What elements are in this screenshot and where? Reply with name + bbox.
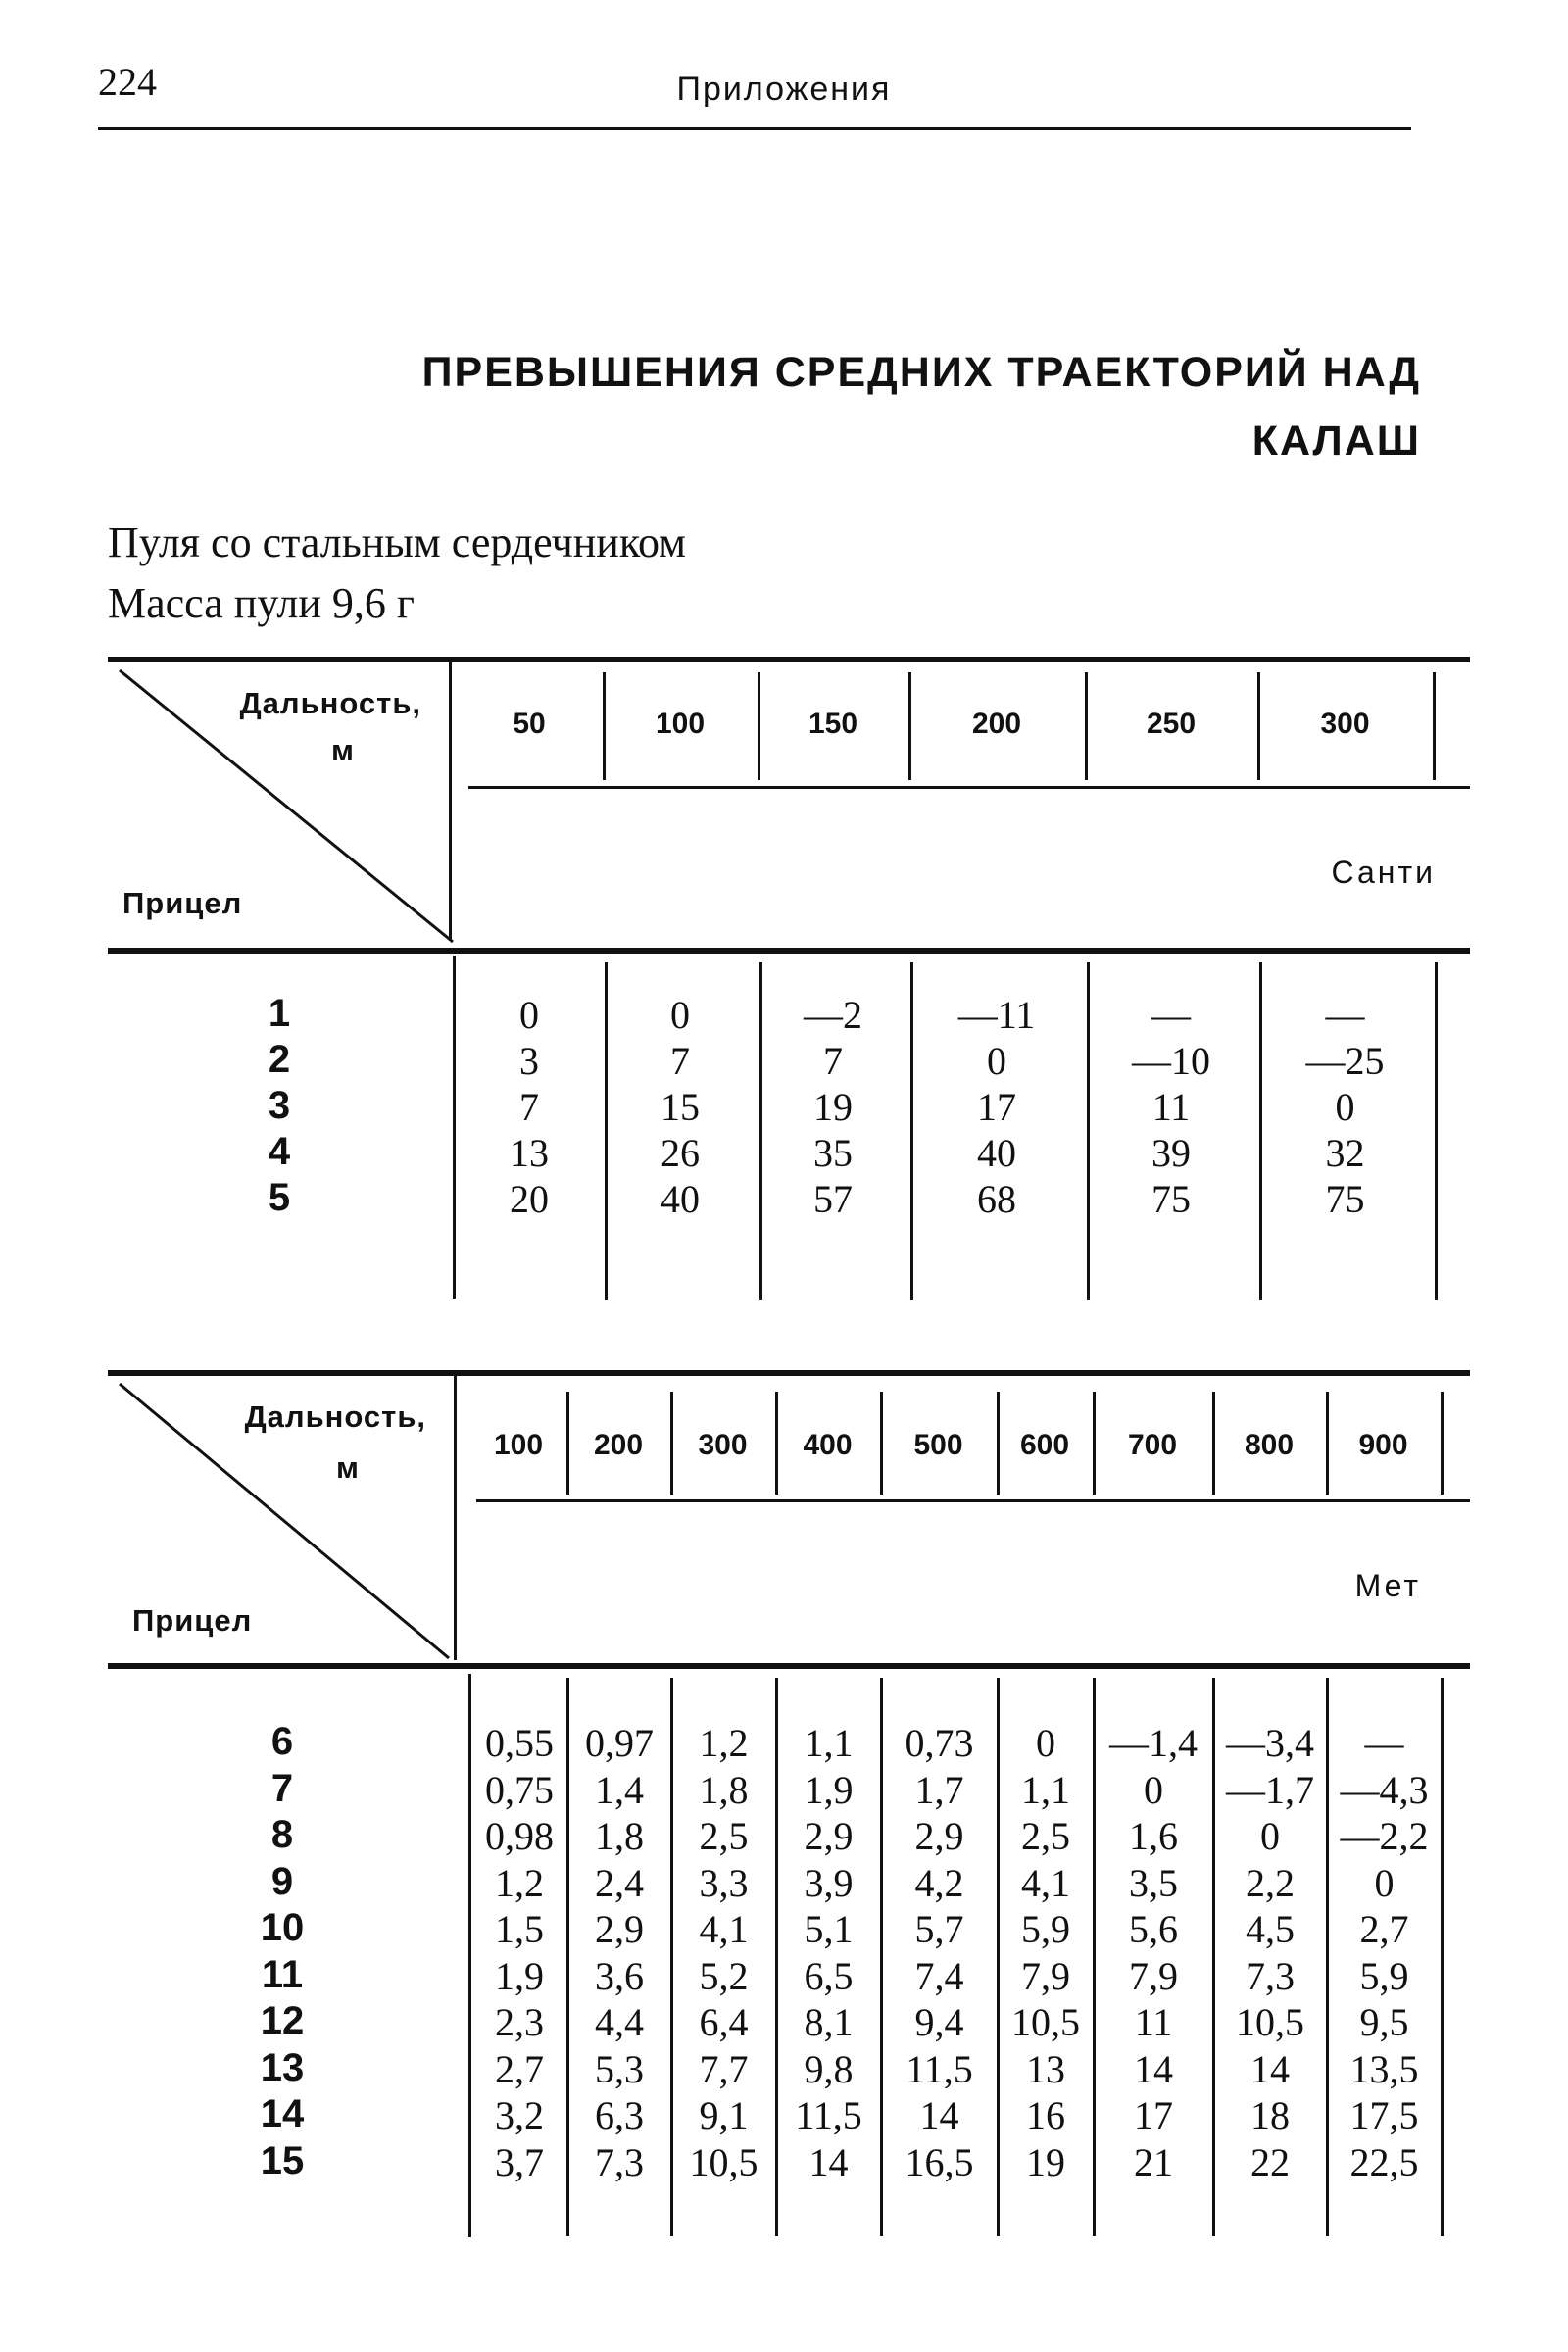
unit-label-cm: Санти	[1331, 855, 1436, 890]
table-cell: 10,5	[1011, 2000, 1080, 2044]
sight-value: 13	[260, 2045, 305, 2089]
table-cell: 13	[510, 1131, 549, 1175]
table1-subheader-rule	[468, 786, 1470, 789]
running-head: Приложения	[676, 71, 892, 108]
column-header: 800	[1244, 1429, 1295, 1461]
table-cell: 5,9	[1359, 1953, 1409, 1998]
column-header: 900	[1358, 1429, 1408, 1461]
table-cell: 0	[519, 993, 539, 1037]
table-cell: —	[1152, 993, 1191, 1037]
table-cell: 8,1	[804, 2000, 854, 2044]
table-cell: 0	[1374, 1860, 1395, 1905]
title-line-2: КАЛАШ	[1251, 417, 1421, 465]
table-cell: 6,5	[804, 1953, 854, 1998]
table-cell: —1,7	[1226, 1767, 1314, 1812]
column-header: 300	[698, 1429, 748, 1461]
table-cell: 11,5	[906, 2046, 973, 2091]
table-cell: 9,1	[699, 2093, 749, 2137]
table-cell: 0,75	[485, 1767, 554, 1812]
table-cell: 0,97	[585, 1721, 654, 1765]
sight-value: 9	[270, 1859, 294, 1903]
table-cell: 19	[1026, 2139, 1065, 2184]
table-cell: 3,6	[595, 1953, 644, 1998]
table1-header-divider	[1433, 672, 1436, 780]
table-cell: 5,6	[1129, 1907, 1178, 1951]
table-cell: 2,2	[1246, 1860, 1295, 1905]
sight-value: 10	[260, 1906, 305, 1949]
sight-value: 11	[261, 1952, 304, 1996]
sight-value: 15	[260, 2138, 305, 2182]
table-cell: 39	[1152, 1131, 1191, 1175]
table-cell: 17	[977, 1085, 1016, 1129]
table-cell: 17	[1134, 2093, 1173, 2137]
range-unit-label: м	[336, 1450, 360, 1485]
table-cell: 0	[1144, 1767, 1163, 1812]
table-cell: 10,5	[689, 2139, 759, 2184]
table-cell: 3,2	[495, 2093, 544, 2137]
table-cell: 0,98	[485, 1814, 554, 1858]
table-cell: 26	[661, 1131, 700, 1175]
table-cell: 15	[661, 1085, 700, 1129]
table-cell: 6,3	[595, 2093, 644, 2137]
header-rule	[98, 127, 1411, 130]
table-cell: 5,2	[699, 1953, 749, 1998]
table-cell: 14	[1250, 2046, 1290, 2091]
table-cell: 1,9	[804, 1767, 854, 1812]
table-cell: 5,3	[595, 2046, 644, 2091]
table-cell: 1,1	[1021, 1767, 1070, 1812]
table-cell: 2,9	[804, 1814, 854, 1858]
column-header: 300	[1320, 708, 1370, 740]
sight-value: 8	[270, 1813, 294, 1856]
table-cell: —10	[1132, 1039, 1210, 1083]
table-cell: 1,4	[595, 1767, 644, 1812]
table-cell: —2	[804, 993, 862, 1037]
table-cell: 3	[519, 1039, 539, 1083]
table-cell: 75	[1152, 1177, 1191, 1221]
table-cell: —11	[957, 993, 1036, 1037]
bullet-type: Пуля со стальным сердечником	[108, 518, 686, 566]
table-cell: 1,5	[495, 1907, 544, 1951]
table-cell: 68	[977, 1177, 1016, 1221]
table-cell: 11,5	[795, 2093, 862, 2137]
table-cell: 9,5	[1359, 2000, 1409, 2044]
table-cell: 7	[670, 1039, 690, 1083]
column-header: 100	[655, 708, 706, 740]
table-cell: 5,9	[1021, 1907, 1070, 1951]
table1-column-divider	[1435, 962, 1438, 1300]
unit-label-m: Мет	[1354, 1568, 1421, 1603]
table-cell: 14	[808, 2139, 849, 2184]
table-cell: 1,1	[804, 1721, 854, 1765]
range-unit-label: м	[331, 733, 355, 767]
title-line-1: ПРЕВЫШЕНИЯ СРЕДНИХ ТРАЕКТОРИЙ НАД	[421, 349, 1421, 396]
table-cell: 0	[670, 993, 690, 1037]
table-cell: 4,2	[914, 1860, 964, 1905]
table-cell: 9,8	[804, 2046, 854, 2091]
table-cell: 0	[1260, 1814, 1280, 1858]
table-cell: 0,55	[485, 1721, 554, 1765]
table-cell: 1,2	[699, 1721, 749, 1765]
table-cell: 13	[1026, 2046, 1065, 2091]
sight-value: 12	[260, 1999, 305, 2042]
sight-value: 7	[270, 1766, 294, 1810]
table-cell: —2,2	[1340, 1814, 1429, 1858]
table-cell: 11	[1152, 1085, 1191, 1129]
table-cell: 0	[987, 1039, 1006, 1083]
table-cell: 2,9	[914, 1814, 964, 1858]
column-header: 700	[1127, 1429, 1178, 1461]
table-cell: 1,2	[495, 1860, 544, 1905]
range-label: Дальность,	[239, 686, 421, 720]
table-cell: 4,5	[1246, 1907, 1295, 1951]
sight-value: 14	[260, 2092, 305, 2135]
table2-stub-divider-body	[468, 1674, 471, 2237]
page-title	[294, 338, 1421, 475]
table-cell: 7,4	[914, 1953, 964, 1998]
table-cell: 17,5	[1349, 2093, 1419, 2137]
table-cell: 3,9	[804, 1860, 854, 1905]
table-cell: 0	[1335, 1085, 1355, 1129]
table-cell: 32	[1325, 1131, 1365, 1175]
table-cell: 40	[977, 1131, 1016, 1175]
table-cell: 57	[813, 1177, 853, 1221]
table-cell: 1,8	[699, 1767, 749, 1812]
table2-column-divider	[1441, 1678, 1444, 2236]
page-number: 224	[98, 60, 157, 104]
table-cell: 20	[510, 1177, 549, 1221]
sight-value: 1	[268, 992, 291, 1035]
table-cell: —25	[1305, 1039, 1385, 1083]
sight-value: 2	[268, 1038, 291, 1081]
table-cell: 14	[919, 2093, 959, 2137]
sight-value: 3	[268, 1084, 291, 1127]
column-header: 600	[1019, 1429, 1070, 1461]
table-cell: —4,3	[1340, 1767, 1429, 1812]
table-cell: 4,1	[1021, 1860, 1070, 1905]
table-cell: 5,1	[804, 1907, 854, 1951]
bullet-mass: Масса пули 9,6 г	[108, 579, 415, 627]
table-cell: 35	[813, 1131, 853, 1175]
column-header: 100	[493, 1429, 544, 1461]
table-cell: 10,5	[1236, 2000, 1304, 2044]
range-label: Дальность,	[244, 1399, 426, 1434]
table-cell: 13,5	[1349, 2046, 1419, 2091]
table-cell: 2,7	[495, 2046, 544, 2091]
table-cell: 3,5	[1129, 1860, 1178, 1905]
table-cell: 18	[1250, 2093, 1290, 2137]
sight-label: Прицел	[122, 886, 243, 920]
table-cell: —	[1364, 1721, 1404, 1765]
table-cell: 2,7	[1359, 1907, 1409, 1951]
sight-value: 6	[270, 1720, 294, 1763]
table-cell: 4,1	[699, 1907, 749, 1951]
table-cell: 1,9	[495, 1953, 544, 1998]
table-cell: 40	[661, 1177, 700, 1221]
sight-value: 4	[268, 1130, 291, 1173]
table-cell: 0,73	[905, 1721, 974, 1765]
table-cell: 7,3	[595, 2139, 644, 2184]
column-header: 200	[593, 1429, 644, 1461]
table-cell: 7,3	[1246, 1953, 1295, 1998]
column-header: 500	[913, 1429, 963, 1461]
table-cell: 11	[1134, 2000, 1173, 2044]
table2-stub-divider	[454, 1376, 457, 1660]
sight-label: Прицел	[132, 1603, 253, 1638]
table-cell: 21	[1134, 2139, 1173, 2184]
table-cell: 7	[519, 1085, 539, 1129]
table-cell: 0	[1036, 1721, 1055, 1765]
table-cell: 7,7	[699, 2046, 749, 2091]
table-cell: 4,4	[595, 2000, 644, 2044]
table-cell: 1,8	[595, 1814, 644, 1858]
table-cell: 1,6	[1129, 1814, 1178, 1858]
column-header: 400	[803, 1429, 853, 1461]
table2-header-rule	[108, 1663, 1470, 1669]
table-cell: 5,7	[914, 1907, 964, 1951]
table-cell: —3,4	[1226, 1721, 1314, 1765]
table-cell: 7,9	[1129, 1953, 1178, 1998]
table-cell: —1,4	[1109, 1721, 1198, 1765]
table-cell: 22	[1250, 2139, 1290, 2184]
table-cell: 7,9	[1021, 1953, 1070, 1998]
table-cell: 22,5	[1349, 2139, 1419, 2184]
table-cell: 19	[813, 1085, 853, 1129]
table-cell: 1,7	[914, 1767, 964, 1812]
table-cell: 3,7	[495, 2139, 544, 2184]
column-header: 150	[808, 708, 858, 740]
table-cell: 7	[823, 1039, 843, 1083]
table-cell: 75	[1325, 1177, 1365, 1221]
sight-value: 5	[268, 1176, 291, 1219]
table2-header-divider	[1441, 1392, 1444, 1494]
table1-header-rule	[108, 948, 1470, 954]
table-cell: —	[1325, 993, 1365, 1037]
table2-subheader-rule	[476, 1499, 1470, 1502]
table-cell: 2,4	[595, 1860, 644, 1905]
table-cell: 14	[1134, 2046, 1173, 2091]
table-cell: 16	[1026, 2093, 1065, 2137]
table-cell: 3,3	[699, 1860, 749, 1905]
table-cell: 9,4	[914, 2000, 964, 2044]
table-cell: 6,4	[699, 2000, 749, 2044]
table-cell: 16,5	[905, 2139, 974, 2184]
column-header: 200	[971, 708, 1022, 740]
table-cell: 2,5	[699, 1814, 749, 1858]
column-header: 250	[1146, 708, 1197, 740]
table-cell: 2,5	[1021, 1814, 1070, 1858]
table1-stub-divider	[449, 662, 452, 941]
table-cell: 2,9	[595, 1907, 644, 1951]
column-header: 50	[513, 708, 546, 740]
table-cell: 2,3	[495, 2000, 544, 2044]
